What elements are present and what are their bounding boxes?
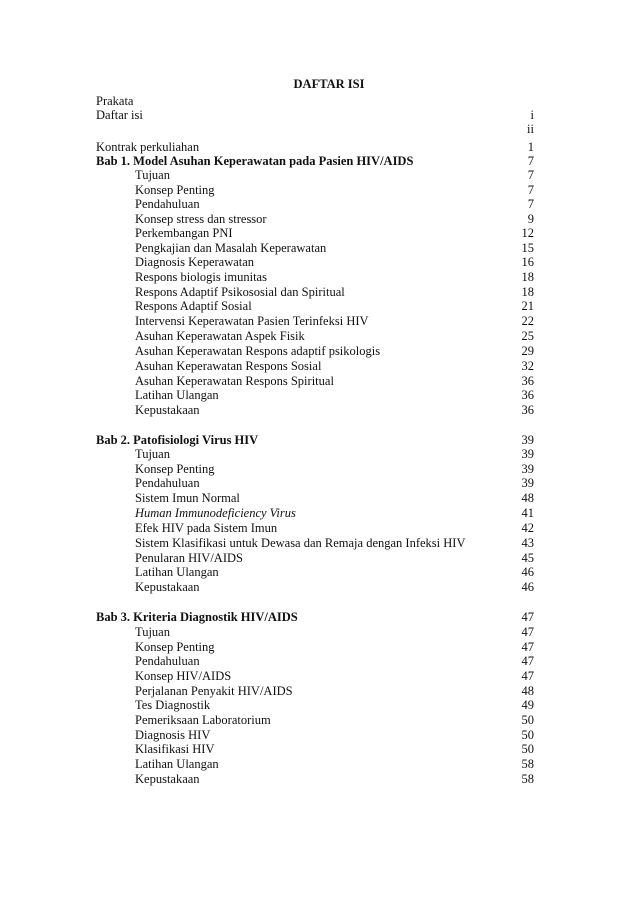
toc-entry-label: Pendahuluan (135, 476, 200, 490)
toc-entry-row (96, 270, 534, 285)
toc-entry-label: Pendahuluan (135, 654, 200, 668)
toc-page-number: 36 (521, 403, 534, 417)
toc-entry-row (96, 329, 534, 344)
toc-page-number: 39 (521, 462, 534, 476)
toc-entry-label: Bab 3. Kriteria Diagnostik HIV/AIDS (96, 610, 298, 624)
toc-entry-label: Human Immunodeficiency Virus (135, 506, 296, 520)
toc-page-number: 7 (527, 183, 534, 197)
toc-entry-label: Kepustakaan (135, 580, 200, 594)
toc-entry-label: Asuhan Keperawatan Respons adaptif psikologis (135, 344, 381, 358)
toc-page-number: 7 (527, 197, 534, 211)
toc-entry-label: Asuhan Keperawatan Respons Sosial (135, 359, 322, 373)
toc-entry-label: Klasifikasi HIV (135, 742, 215, 756)
toc-page-number: 47 (521, 640, 534, 654)
toc-entry-row (96, 521, 534, 536)
toc-entry-label: Pendahuluan (135, 197, 200, 211)
toc-entry-label: Latihan Ulangan (135, 565, 219, 579)
toc-chapter-row (96, 154, 534, 169)
toc-page-number: 7 (527, 168, 534, 182)
toc-entry-label: Tujuan (135, 447, 170, 461)
toc-page-number: ii (527, 122, 534, 136)
toc-entry-label: Konsep Penting (135, 183, 215, 197)
toc-page-number: 1 (527, 140, 534, 154)
toc-page-number: 58 (521, 772, 534, 786)
toc-entry-row (96, 403, 534, 418)
toc-page-number: 36 (521, 388, 534, 402)
toc-page-number: 7 (527, 154, 534, 168)
toc-page-number: 39 (521, 447, 534, 461)
toc-entry-label: Kepustakaan (135, 772, 200, 786)
toc-entry-row (96, 640, 534, 655)
toc-entry-label: Sistem Klasifikasi untuk Dewasa dan Remaja dengan Infeksi HIV (135, 536, 466, 550)
toc-page-number: 47 (521, 654, 534, 668)
toc-page-number: 25 (521, 329, 534, 343)
toc-page-number: 50 (521, 713, 534, 727)
toc-page-number: 9 (527, 212, 534, 226)
toc-page-number: 12 (521, 226, 534, 240)
toc-entry-label: Kontrak perkuliahan (96, 140, 200, 154)
toc-entry-row (96, 94, 534, 109)
toc-entry-row (96, 122, 534, 137)
toc-entry-row (96, 241, 534, 256)
toc-entry-row (96, 506, 534, 521)
toc-page-number: 16 (521, 255, 534, 269)
toc-entry-label: Prakata (96, 94, 134, 108)
toc-entry-label: Latihan Ulangan (135, 388, 219, 402)
toc-entry-row (96, 285, 534, 300)
toc-entry-label: Konsep HIV/AIDS (135, 669, 232, 683)
toc-page-number: 50 (521, 728, 534, 742)
toc-page-number: 48 (521, 491, 534, 505)
toc-entry-row (96, 491, 534, 506)
toc-chapter-row (96, 433, 534, 448)
toc-entry-label: Asuhan Keperawatan Respons Spiritual (135, 374, 334, 388)
toc-entry-label: Asuhan Keperawatan Aspek Fisik (135, 329, 305, 343)
toc-entry-row (96, 344, 534, 359)
toc-page-number: 32 (521, 359, 534, 373)
toc-page-number: 22 (521, 314, 534, 328)
toc-entry-label: Konsep Penting (135, 462, 215, 476)
toc-entry-row (96, 742, 534, 757)
toc-entry-row (96, 197, 534, 212)
toc-page-number: 50 (521, 742, 534, 756)
toc-entry-row (96, 757, 534, 772)
toc-entry-label: Diagnosis HIV (135, 728, 211, 742)
toc-page-number: 29 (521, 344, 534, 358)
toc-entry-row (96, 226, 534, 241)
toc-entry-row (96, 536, 534, 551)
toc-entry-row (96, 462, 534, 477)
toc-entry-row (96, 374, 534, 389)
toc-entry-label: Tes Diagnostik (135, 698, 211, 712)
toc-entry-row (96, 684, 534, 699)
toc-page-number: 42 (521, 521, 534, 535)
toc-page-number: 47 (521, 610, 534, 624)
toc-page-number: i (530, 108, 534, 122)
toc-page-number: 18 (521, 270, 534, 284)
toc-page-number: 36 (521, 374, 534, 388)
toc-entry-label: Intervensi Keperawatan Pasien Terinfeksi HIV (135, 314, 369, 328)
toc-entry-row (96, 625, 534, 640)
toc-entry-row (96, 212, 534, 227)
toc-entry-row (96, 168, 534, 183)
toc-page-number: 18 (521, 285, 534, 299)
toc-entry-row (96, 565, 534, 580)
toc-entry-label: Respons Adaptif Psikososial dan Spiritual (135, 285, 345, 299)
toc-entry-label: Pengkajian dan Masalah Keperawatan (135, 241, 327, 255)
toc-entry-row (96, 476, 534, 491)
toc-entry-label: Efek HIV pada Sistem Imun (135, 521, 278, 535)
toc-entry-row (96, 388, 534, 403)
toc-entry-label: Konsep Penting (135, 640, 215, 654)
toc-entry-label: Latihan Ulangan (135, 757, 219, 771)
toc-page-number: 21 (521, 299, 534, 313)
toc-page-number: 58 (521, 757, 534, 771)
toc-entry-label: Kepustakaan (135, 403, 200, 417)
toc-page-number: 47 (521, 625, 534, 639)
toc-entry-row (96, 140, 534, 155)
toc-entry-row (96, 299, 534, 314)
toc-entry-label: Penularan HIV/AIDS (135, 551, 243, 565)
toc-entry-row (96, 314, 534, 329)
toc-entry-label: Daftar isi (96, 108, 143, 122)
toc-entry-label: Perjalanan Penyakit HIV/AIDS (135, 684, 293, 698)
toc-entry-row (96, 654, 534, 669)
toc-chapter-row (96, 610, 534, 625)
toc-entry-row (96, 255, 534, 270)
toc-entry-row (96, 713, 534, 728)
toc-page-number: 45 (521, 551, 534, 565)
toc-entry-label: Konsep stress dan stressor (135, 212, 267, 226)
toc-page-number: 48 (521, 684, 534, 698)
toc-entry-row (96, 447, 534, 462)
toc-page-number: 41 (521, 506, 534, 520)
toc-entry-row (96, 669, 534, 684)
toc-entry-label: Bab 1. Model Asuhan Keperawatan pada Pasien HIV/AIDS (96, 154, 414, 168)
toc-page-number: 49 (521, 698, 534, 712)
toc-entry-row (96, 580, 534, 595)
toc-page-number: 39 (521, 433, 534, 447)
toc-entry-row (96, 772, 534, 787)
toc-entry-label: Respons biologis imunitas (135, 270, 267, 284)
page-title: DAFTAR ISI (293, 77, 365, 91)
toc-entry-label: Tujuan (135, 625, 170, 639)
toc-entry-label: Perkembangan PNI (135, 226, 233, 240)
toc-entry-row (96, 698, 534, 713)
toc-entry-row (96, 551, 534, 566)
toc-entry-label: Respons Adaptif Sosial (135, 299, 252, 313)
toc-entry-label: Tujuan (135, 168, 170, 182)
toc-page-number: 46 (521, 580, 534, 594)
toc-entry-label: Sistem Imun Normal (135, 491, 240, 505)
toc-entry-label: Bab 2. Patofisiologi Virus HIV (96, 433, 259, 447)
toc-entry-row (96, 728, 534, 743)
toc-entry-label: Diagnosis Keperawatan (135, 255, 255, 269)
toc-page-number: 47 (521, 669, 534, 683)
toc-entry-row (96, 183, 534, 198)
toc-entry-row (96, 108, 534, 123)
toc-page-number: 43 (521, 536, 534, 550)
toc-entry-row (96, 359, 534, 374)
toc-page-number: 46 (521, 565, 534, 579)
toc-page-number: 15 (521, 241, 534, 255)
toc-entry-label: Pemeriksaan Laboratorium (135, 713, 271, 727)
toc-page-number: 39 (521, 476, 534, 490)
